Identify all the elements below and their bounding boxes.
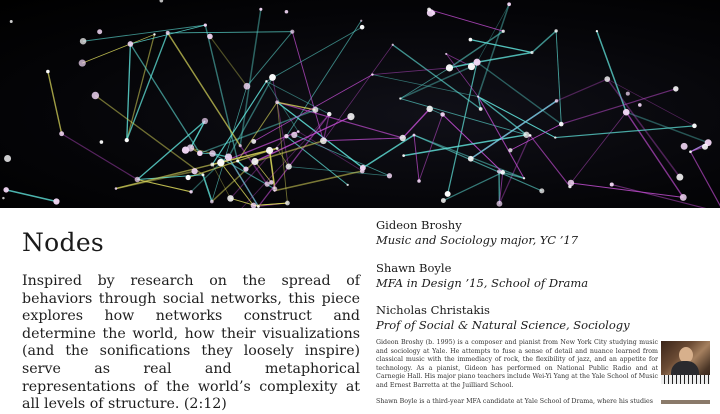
network-edge — [210, 36, 247, 86]
network-node — [266, 147, 273, 154]
network-node — [284, 134, 288, 138]
network-node — [554, 136, 556, 138]
network-node — [115, 187, 118, 190]
network-node — [392, 44, 394, 46]
network-node — [239, 144, 242, 147]
credit-role: Music and Sociology major, YC ’17 — [376, 233, 706, 248]
network-edge — [530, 135, 570, 186]
network-node — [555, 99, 558, 102]
network-edge — [532, 31, 556, 53]
network-node — [243, 166, 248, 171]
network-node — [399, 97, 401, 99]
network-node — [79, 60, 86, 67]
network-edge — [400, 68, 449, 99]
network-node — [297, 130, 300, 133]
network-node — [251, 158, 258, 165]
network-node — [402, 154, 405, 157]
network-edge — [400, 99, 526, 135]
network-edge — [429, 10, 503, 32]
network-node — [387, 173, 392, 178]
network-node — [507, 2, 511, 6]
network-node — [100, 140, 104, 144]
network-edge — [607, 79, 694, 126]
network-node — [400, 135, 406, 141]
network-node — [269, 74, 276, 81]
network-node — [92, 92, 99, 99]
network-node — [497, 169, 501, 173]
network-edge — [419, 114, 443, 181]
network-node — [347, 113, 354, 120]
network-node — [189, 190, 192, 193]
piece-description: Inspired by research on the spread of behaviors through social networks, this piece explores how networks construct and determine the world, how their visualizations (and the sonifications they loosely inspire) serve as real and metaphorical representations of the world’s complexity at all levels of structure. (2:12) — [22, 273, 360, 414]
network-node — [360, 25, 365, 30]
network-node — [186, 175, 191, 180]
network-edge — [478, 97, 526, 135]
network-node — [290, 30, 294, 34]
network-node — [202, 118, 208, 124]
network-node — [209, 150, 216, 157]
network-node — [285, 201, 290, 206]
piece-title: Nodes — [22, 228, 104, 257]
network-node — [244, 83, 251, 90]
network-node — [468, 63, 475, 70]
credit-nicholas — [376, 303, 706, 333]
network-edges — [6, 4, 720, 208]
network-node — [191, 168, 197, 174]
network-node — [673, 86, 678, 91]
network-node — [347, 184, 349, 186]
network-node — [320, 137, 327, 144]
network-edge — [470, 40, 532, 53]
network-node — [539, 188, 544, 193]
credit-name: Shawn Boyle — [376, 261, 706, 276]
network-node — [3, 187, 8, 192]
network-edge — [240, 9, 261, 145]
network-node — [327, 112, 331, 116]
network-node — [97, 29, 102, 34]
network-edge — [212, 86, 247, 201]
network-edge — [372, 68, 449, 75]
network-edge — [557, 79, 608, 101]
credit-name: Nicholas Christakis — [376, 303, 706, 318]
network-node — [610, 182, 614, 186]
network-node — [530, 51, 533, 54]
network-node — [473, 59, 480, 66]
network-edge — [571, 183, 683, 197]
network-node — [265, 182, 270, 187]
network-edge — [221, 163, 254, 206]
network-node — [413, 134, 416, 137]
network-edge — [626, 112, 683, 197]
network-node — [251, 139, 256, 144]
network-edge — [191, 121, 205, 148]
network-node — [259, 8, 262, 11]
network-node — [285, 10, 289, 14]
network-node — [427, 8, 431, 12]
network-node — [227, 195, 234, 202]
network-node — [441, 198, 446, 203]
network-node — [80, 38, 87, 45]
network-node — [523, 132, 529, 138]
portrait-photo — [661, 400, 710, 404]
network-node — [59, 131, 64, 136]
network-node — [135, 177, 140, 182]
network-node — [508, 148, 512, 152]
network-edge — [414, 135, 419, 181]
network-node — [604, 76, 610, 82]
network-node — [426, 106, 432, 112]
network-node — [626, 92, 630, 96]
network-edge — [168, 32, 293, 33]
credit-shawn — [376, 261, 706, 291]
network-node — [360, 20, 362, 22]
network-node — [568, 180, 575, 187]
network-node — [468, 156, 474, 162]
network-edge — [127, 44, 131, 140]
network-node — [680, 194, 687, 201]
network-node — [160, 0, 164, 2]
network-nodes — [2, 0, 720, 208]
network-node — [500, 170, 505, 175]
network-node — [502, 30, 505, 33]
network-edge — [448, 62, 477, 194]
network-edge — [212, 81, 266, 164]
network-node — [445, 53, 447, 55]
network-node — [692, 124, 697, 129]
network-node — [210, 200, 214, 204]
network-node — [689, 150, 692, 153]
network-node — [46, 70, 50, 74]
network-node — [523, 177, 525, 179]
network-edge — [477, 62, 561, 124]
network-edge — [403, 109, 430, 138]
network-edge — [363, 135, 414, 168]
network-edge — [289, 167, 390, 176]
network-edge — [556, 31, 561, 124]
network-edge — [443, 172, 502, 200]
pianist-portrait-photo — [661, 341, 710, 384]
network-node — [596, 30, 598, 32]
network-edge — [555, 126, 694, 138]
credit-gideon — [376, 218, 706, 248]
piano-keys — [661, 375, 710, 384]
bio-gideon: Gideon Broshy (b. 1995) is a composer and pianist from New York City studying music and sociology at Yale. He attempts to fuse a sense of detail and nuance learned from classical music with the immediacy of rock, the flexibility of jazz, and an appetite for technology. As a pianist, Gideon has performed on National Public Radio and at Carnegie Hall. His major piano teachers include Wei-Yi Yang at the Yale School of Music and Ernest Barretta at the Juilliard School. — [376, 339, 658, 391]
network-node — [312, 107, 318, 113]
network-node — [128, 41, 134, 47]
network-node — [265, 80, 267, 82]
network-edge — [323, 45, 392, 141]
network-edge — [690, 152, 720, 208]
network-edge — [323, 138, 402, 141]
network-edge — [393, 45, 481, 109]
network-node — [207, 34, 213, 40]
network-edge — [130, 44, 199, 153]
network-node — [53, 198, 59, 204]
network-node — [182, 146, 189, 153]
network-node — [236, 159, 239, 162]
network-node — [638, 103, 642, 107]
network-edge — [275, 171, 363, 191]
network-edge — [294, 135, 389, 176]
network-node — [554, 29, 557, 32]
network-node — [360, 169, 365, 174]
network-edge — [6, 190, 56, 202]
network-node — [125, 138, 129, 142]
network-node — [445, 191, 451, 197]
network-node — [10, 20, 13, 23]
network-node — [286, 164, 292, 170]
bio-shawn: Shawn Boyle is a third-year MFA candidate at Yale School of Drama, where his studies — [376, 398, 658, 407]
network-node — [469, 38, 473, 42]
network-node — [417, 179, 421, 183]
network-node — [197, 150, 203, 156]
network-node — [210, 163, 214, 167]
credit-name: Gideon Broshy — [376, 218, 706, 233]
network-node — [371, 73, 373, 75]
network-node — [225, 153, 232, 160]
network-node — [204, 23, 207, 26]
network-edge — [612, 185, 720, 208]
network-node — [2, 197, 4, 199]
network-edge — [372, 75, 478, 97]
network-node — [477, 96, 479, 98]
network-node — [676, 174, 683, 181]
network-node — [276, 147, 279, 150]
network-node — [275, 100, 279, 104]
network-node — [153, 33, 155, 35]
network-node — [681, 143, 688, 150]
network-node — [217, 159, 224, 166]
network-node — [623, 109, 630, 116]
network-edge — [168, 33, 241, 146]
network-edge — [95, 96, 203, 175]
network-edge — [48, 72, 62, 134]
network-edge — [127, 34, 155, 140]
network-node — [497, 201, 503, 207]
credit-role: Prof of Social & Natural Science, Sociology — [376, 318, 706, 333]
network-node — [202, 173, 205, 176]
network-edge — [82, 34, 154, 63]
network-node — [166, 31, 170, 35]
network-edge — [266, 27, 362, 81]
credit-role: MFA in Design ’15, School of Drama — [376, 276, 706, 291]
network-edge — [471, 101, 557, 159]
network-node — [291, 132, 297, 138]
network-node — [440, 112, 445, 117]
network-edge — [499, 135, 530, 203]
network-node — [4, 155, 11, 162]
network-node — [446, 64, 453, 71]
network-node — [274, 190, 276, 192]
network-node — [702, 144, 708, 150]
network-node — [479, 107, 483, 111]
network-edge — [571, 112, 626, 183]
network-node — [559, 122, 564, 127]
network-edge — [477, 53, 532, 63]
